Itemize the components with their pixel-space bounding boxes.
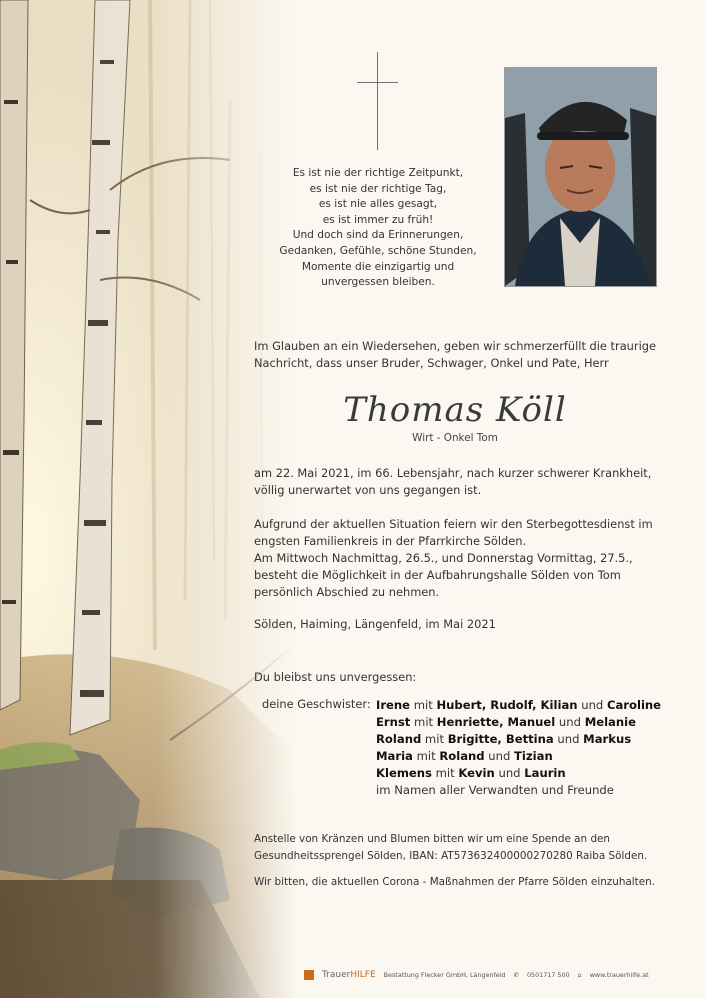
donation-note <box>254 831 656 865</box>
trauerhilfe-logo-text <box>322 970 376 980</box>
trauerhilfe-logo-icon <box>304 970 314 980</box>
intro-text: Im Glauben an ein Wiedersehen, geben wir schmerzerfüllt die traurige Nachricht, dass unser Bruder, Schwager, Onkel und Pate, Herr <box>254 339 656 370</box>
web-icon: ⌂ <box>577 971 582 979</box>
family-label: deine Geschwister: <box>262 697 371 711</box>
cross-icon-horizontal <box>357 82 398 83</box>
sibling-name: Roland <box>376 732 422 746</box>
poem-line: Und doch sind da Erinnerungen, <box>292 229 464 242</box>
logo-part2: HILFE <box>350 970 376 980</box>
portrait-photo <box>504 67 657 287</box>
service-line: Am Mittwoch Nachmittag, 26.5., und Donnerstag Vormittag, 27.5., <box>254 551 633 565</box>
relatives-names: Brigitte, Bettina <box>447 732 554 746</box>
relative-name: Markus <box>583 732 632 746</box>
poem-line: es ist immer zu früh! <box>322 213 434 226</box>
footer-company: Bestattung Flecker GmbH, Längenfeld <box>383 971 506 979</box>
connector: mit <box>410 698 437 712</box>
footer-website[interactable]: www.trauerhilfe.at <box>589 971 649 979</box>
place-date: Sölden, Haiming, Längenfeld, im Mai 2021 <box>254 617 496 631</box>
family-row <box>376 765 666 782</box>
donation-line: Gesundheitssprengel Sölden, IBAN: AT573632400000270280 Raiba Sölden. <box>254 850 648 862</box>
connector: mit <box>421 732 448 746</box>
memorial-poem <box>268 166 488 291</box>
sibling-name: Ernst <box>376 715 411 729</box>
family-row <box>376 714 666 731</box>
death-line: am 22. Mai 2021, im 66. Lebensjahr, nach kurzer schwerer Krankheit, <box>254 466 652 480</box>
family-list <box>376 697 666 799</box>
service-line: engsten Familienkreis in der Pfarrkirche Sölden. <box>254 534 527 548</box>
service-line: persönlich Abschied zu nehmen. <box>254 585 440 599</box>
footer <box>304 968 649 982</box>
relative-name: Laurin <box>524 766 566 780</box>
sibling-name: Irene <box>376 698 411 712</box>
relatives-names: Roland <box>439 749 485 763</box>
relatives-names: Hubert, Rudolf, Kilian <box>436 698 578 712</box>
deceased-nickname: Wirt - Onkel Tom <box>412 432 498 444</box>
relative-name: Melanie <box>584 715 636 729</box>
family-row <box>376 731 666 748</box>
connector: mit <box>412 749 440 763</box>
family-closing: im Namen aller Verwandten und Freunde <box>376 783 614 797</box>
service-paragraph <box>254 516 656 601</box>
sibling-name: Klemens <box>376 766 432 780</box>
poem-line: unvergessen bleiben. <box>321 276 435 289</box>
relative-name: Tizian <box>514 749 553 763</box>
family-row <box>376 748 666 765</box>
service-line: besteht die Möglichkeit in der Aufbahrungshalle Sölden von Tom <box>254 568 621 582</box>
relatives-names: Kevin <box>458 766 495 780</box>
sibling-name: Maria <box>376 749 413 763</box>
connector: mit <box>431 766 459 780</box>
service-line: Aufgrund der aktuellen Situation feiern wir den Sterbegottesdienst im <box>254 517 653 531</box>
relatives-names: Henriette, Manuel <box>436 715 556 729</box>
remember-text: Du bleibst uns unvergessen: <box>254 670 417 684</box>
phone-icon: ✆ <box>513 971 519 979</box>
cross-icon-vertical <box>377 52 378 150</box>
poem-line: es ist nie der richtige Tag, <box>309 182 447 195</box>
death-notice-paragraph <box>254 465 656 499</box>
connector: mit <box>410 715 437 729</box>
donation-line: Anstelle von Kränzen und Blumen bitten wir um eine Spende an den <box>254 833 611 845</box>
corona-note: Wir bitten, die aktuellen Corona - Maßnahmen der Pfarre Sölden einzuhalten. <box>254 876 656 888</box>
relative-name: Caroline <box>606 698 662 712</box>
connector: und <box>494 766 525 780</box>
poem-line: Momente die einzigartig und <box>301 260 455 273</box>
connector: und <box>577 698 607 712</box>
family-row <box>376 697 666 714</box>
logo-part1: Trauer <box>322 970 351 980</box>
poem-line: Es ist nie der richtige Zeitpunkt, <box>292 167 464 179</box>
connector: und <box>553 732 584 746</box>
footer-phone: 0501717 500 <box>526 971 570 979</box>
poem-line: Gedanken, Gefühle, schöne Stunden, <box>279 244 477 257</box>
connector: und <box>555 715 585 729</box>
death-line: völlig unerwartet von uns gegangen ist. <box>254 483 482 497</box>
connector: und <box>484 749 515 763</box>
deceased-name: Thomas Köll <box>343 390 567 430</box>
poem-line: es ist nie alles gesagt, <box>318 198 438 211</box>
